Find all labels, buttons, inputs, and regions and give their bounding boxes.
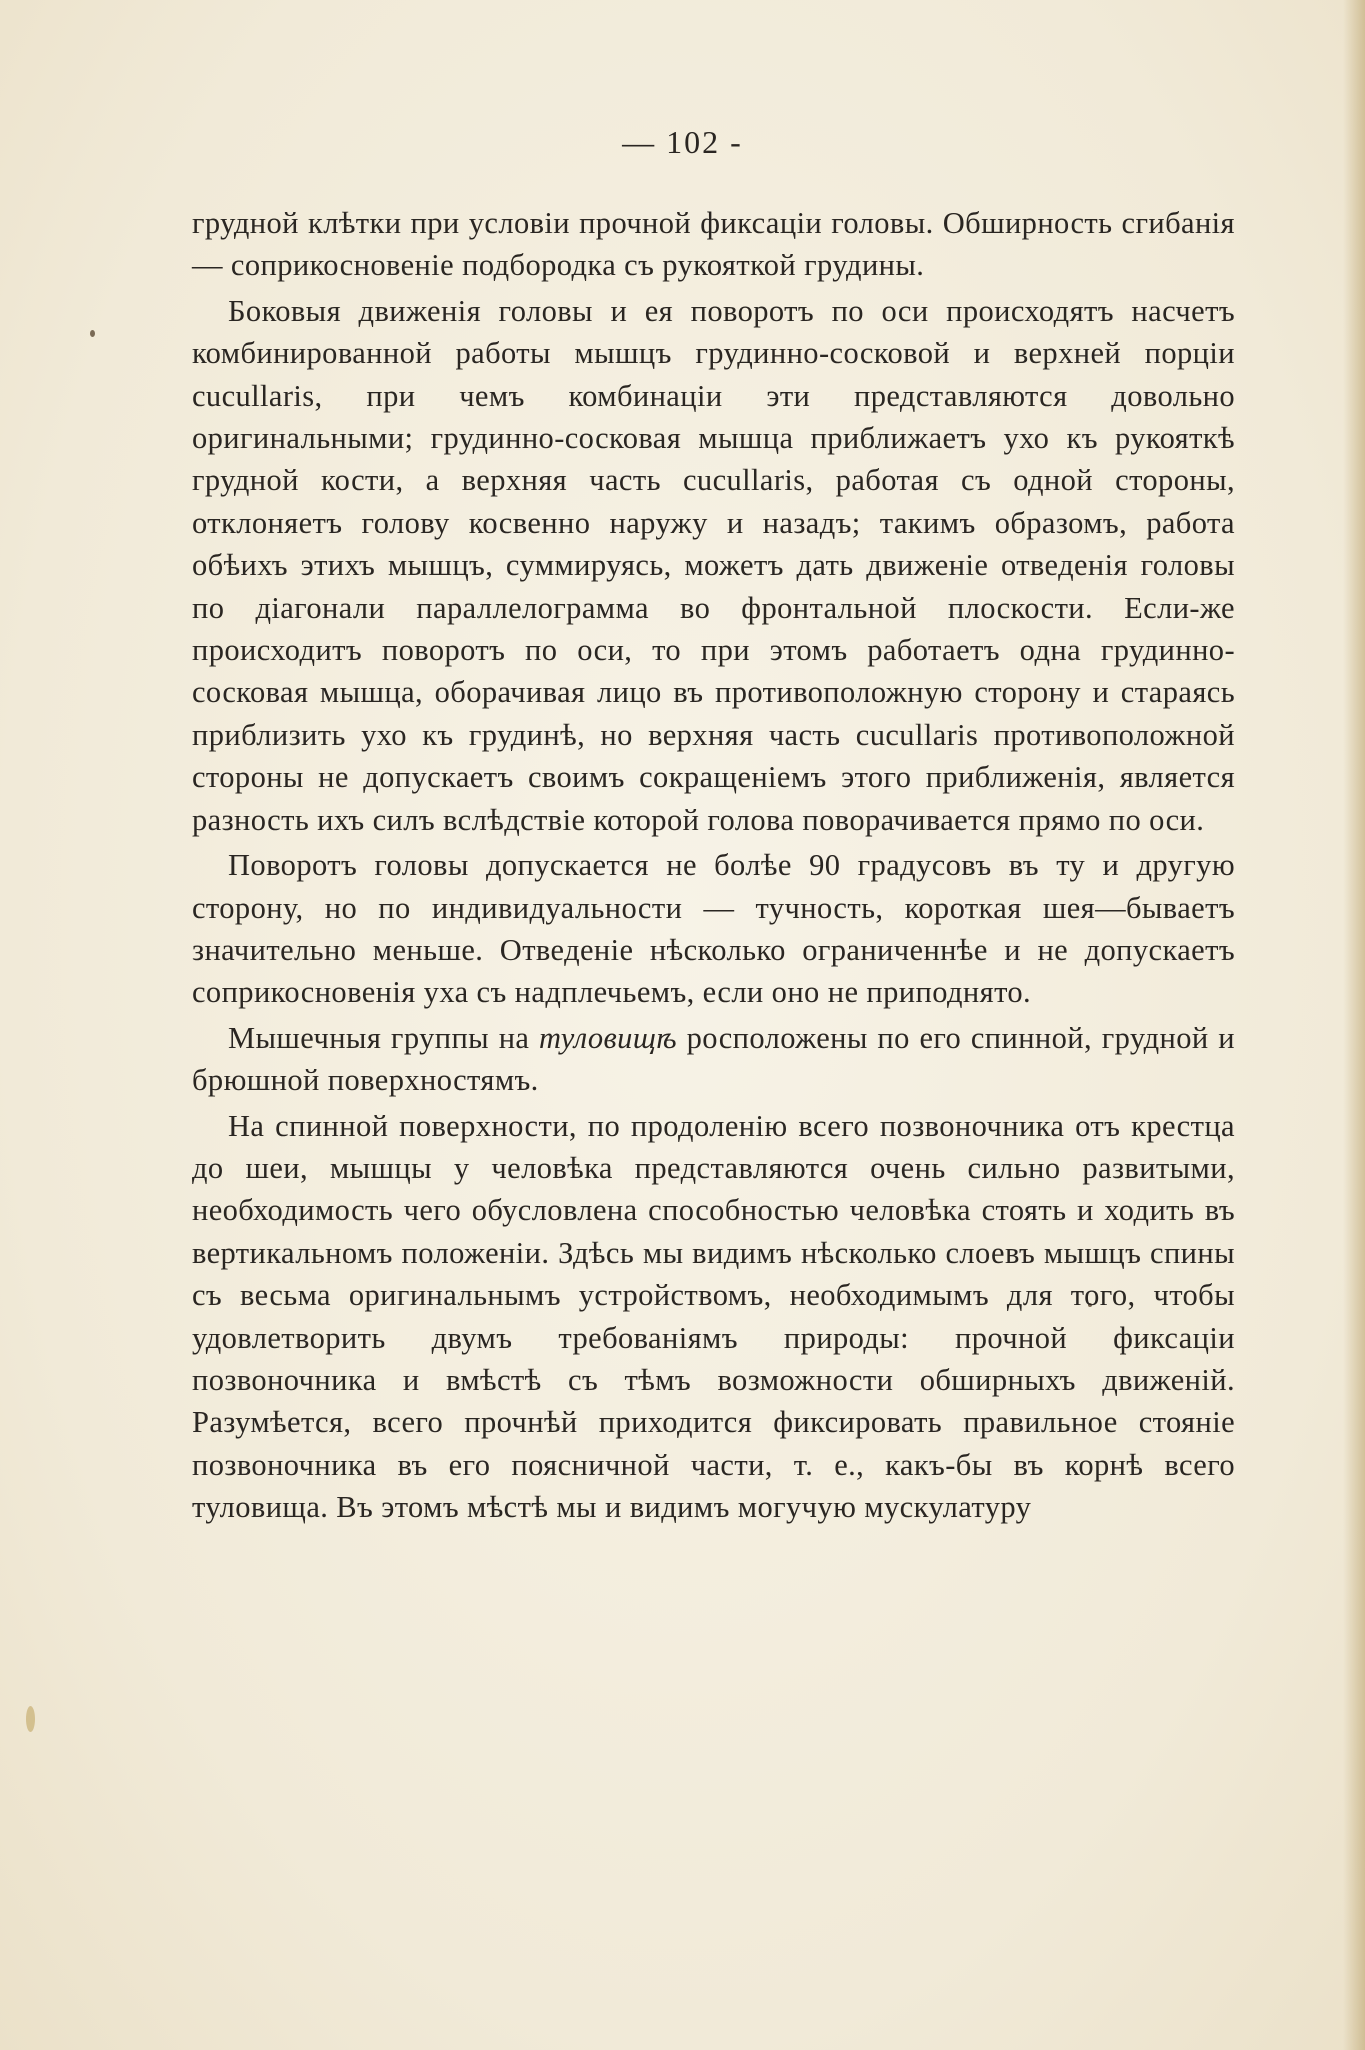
paragraph-5: На спинной поверхности, по продоленію всего позвоночника отъ крестца до шеи, мышцы у человѣка представляются очень сильно развитыми, необходимость чего обусловлена способностью человѣка стоять и ходить въ вертикальномъ положеніи. Здѣсь мы видимъ нѣсколько слоевъ мышцъ спины съ весьма оригинальнымъ устройствомъ, необходимымъ для того, чтобы удовлетворить двумъ требованіямъ природы: прочной фиксаціи позвоночника и вмѣстѣ съ тѣмъ возможности обширныхъ движеній. Разумѣется, всего прочнѣй приходится фиксировать правильное стояніе позвоночника въ его поясничной части, т. е., какъ-бы въ корнѣ всего туловища. Въ этомъ мѣстѣ мы и видимъ могучую мускулатуру: [192, 1108, 1235, 1525]
paragraph-2: Боковыя движенія головы и ея поворотъ по оси происходятъ насчетъ комбинированной работы мышцъ грудинно-сосковой и верхней порціи cucullaris, при чемъ комбинаціи эти представляются довольно оригинальными; грудинно-сосковая мышца приближаетъ ухо къ рукояткѣ грудной кости, а верхняя часть cucullaris, работая съ одной стороны, отклоняетъ голову косвенно наружу и назадъ; такимъ образомъ, работа обѣихъ этихъ мышцъ, суммируясь, можетъ дать движеніе отведенія головы по діагонали параллелограмма во фронтальной плоскости. Если-же происходитъ поворотъ по оси, то при этомъ работаетъ одна грудинно-сосковая мышца, оборачивая лицо въ противоположную сторону и стараясь приблизить ухо къ грудинѣ, но верхняя часть cucullaris противоположной стороны не допускаетъ своимъ сокращеніемъ этого приближенія, является разность ихъ силъ вслѣдствіе которой голова поворачивается прямо по оси.: [192, 293, 1235, 837]
body-text: [192, 202, 1235, 1532]
paragraph-1: грудной клѣтки при условіи прочной фиксаціи головы. Обширность сгибанія — соприкосновеніе подбородка съ рукояткой грудины.: [192, 206, 1235, 283]
paper-stain: [26, 1706, 35, 1732]
paragraph-4-italic-term: туловищѣ: [539, 1020, 677, 1055]
paragraph-4-text-start: Мышечныя группы на: [228, 1020, 540, 1055]
paragraph-3: Поворотъ головы допускается не болѣе 90 градусовъ въ ту и другую сторону, но по индивидуальности — тучность, короткая шея—бываетъ значительно меньше. Отведеніе нѣсколько ограниченнѣе и не допускаетъ соприкосновенія уха съ надплечьемъ, если оно не приподнято.: [192, 848, 1235, 1010]
page-edge-shadow: [1343, 0, 1365, 2050]
paragraph-4-text-end: росположены по его спинной, грудной и брюшной поверхностямъ.: [192, 1020, 1235, 1098]
ink-speck: [90, 330, 95, 337]
paragraph-4: [192, 1017, 1235, 1102]
page-number: — 102 -: [622, 124, 743, 160]
